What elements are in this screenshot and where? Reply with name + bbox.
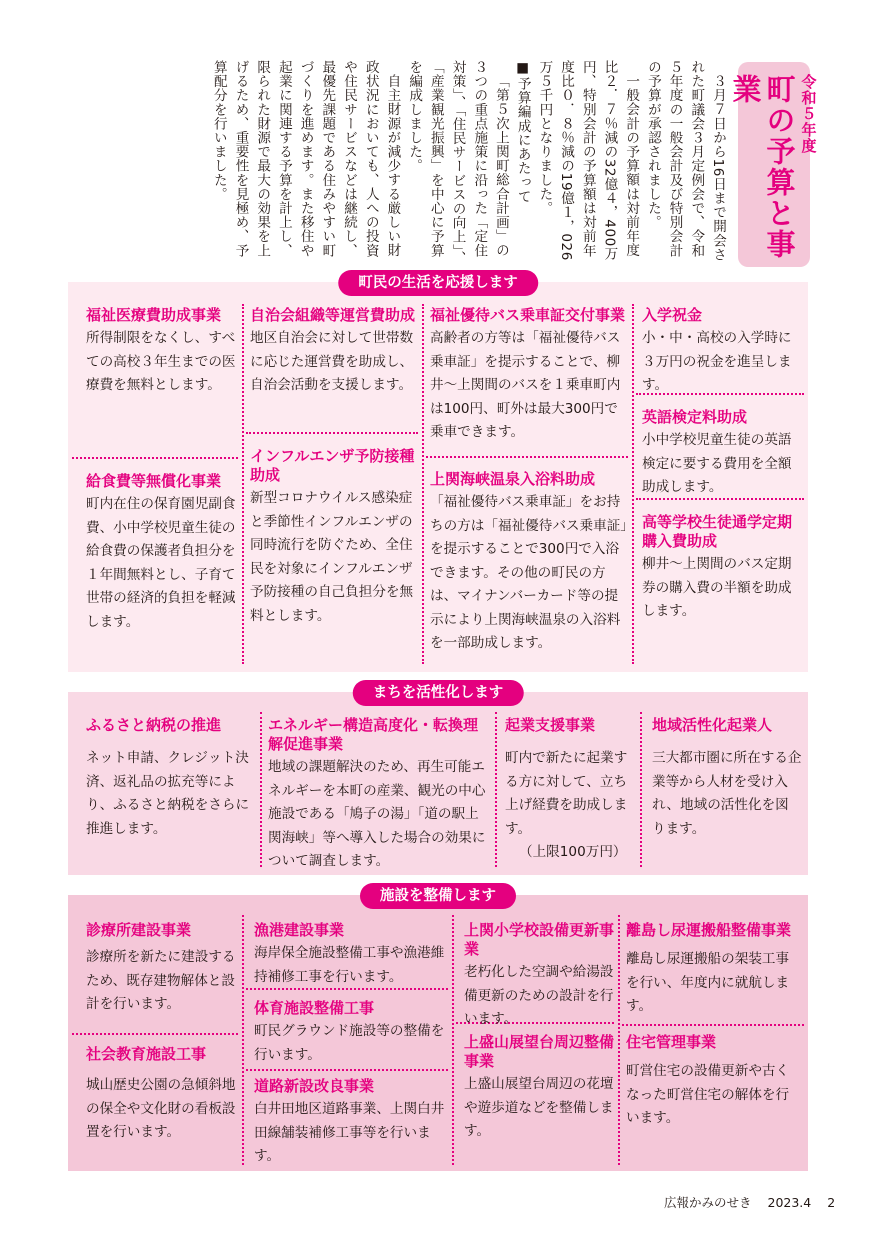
project-description: 町内在住の保育園児副食費、小中学校児童生徒の給食費の保護者負担分を１年間無料とし、子育て世帯の経済的負担を軽減します。 [86,496,236,630]
intro-subheading: ■予算編成にあたって [514,60,531,204]
section-banner: 施設を整備します [360,883,516,909]
project-description: 白井田地区道路事業、上関白井田線舗装補修工事等を行います。 [254,1101,445,1164]
project-description: 町営住宅の設備更新や古くなった町営住宅の解体を行います。 [626,1063,790,1126]
project-note: （上限100万円） [519,844,627,860]
divider [422,304,424,664]
project-item [430,306,630,445]
divider [72,457,238,459]
project-description: 地域の課題解決のため、再生可能エネルギーを本町の産業、観光の中心施設である「鳩子の湯」「道の駅上関海峡」等へ導入した場合の効果について調査します。 [268,759,486,869]
project-item [505,716,635,864]
project-title: 住宅管理事業 [626,1033,717,1051]
project-title: 英語検定料助成 [642,408,748,426]
divider [426,456,628,458]
project-title: 福祉医療費助成事業 [86,306,222,324]
divider [640,712,642,867]
project-item [642,306,802,398]
divider [246,1069,448,1071]
project-title: 上盛山展望台周辺整備事業 [464,1033,615,1070]
project-title: 体育施設整備工事 [254,999,375,1017]
project-item [642,513,802,624]
project-description: 町内で新たに起業する方に対して、立ち上げ経費を助成します。 [505,750,628,837]
project-description: ネット申請、クレジット決済、返礼品の拡充等により、ふるさと納税をさらに推進します。 [86,750,250,837]
project-item [254,999,450,1067]
project-title: ふるさと納税の推進 [86,716,222,734]
intro-paragraph: ３月７日から16日まで開会された町議会３月定例会で、令和５年度の一般会計及び特別会計の予算が承認されました。 [644,60,726,262]
section-facility-improvement [68,888,808,1171]
project-description: 海岸保全施設整備工事や漁港維持補修工事を行います。 [254,945,445,985]
divider [246,432,418,434]
project-description: 老朽化した空調や給湯設備更新のための設計を行います。 [464,964,614,1027]
project-item [626,1033,802,1131]
page-footer [664,1193,854,1211]
project-title: 漁港建設事業 [254,921,345,939]
project-item [652,716,802,841]
divider [242,304,244,664]
divider [495,712,497,867]
page-title: 町の予算と事業 [728,74,797,260]
project-description: 所得制限をなくし、すべての高校３年生までの医療費を無料とします。 [86,330,236,393]
intro-paragraph: 一般会計の予算額は対前年度比２．７％減の32億４，400万円、特別会計の予算額は対前年度比０．８％減の19億１，026万５千円となりました。 [536,60,640,261]
publication-name: 広報かみのせき [664,1195,752,1210]
project-description: 高齢者の方等は「福祉優待バス乗車証」を提示することで、柳井～上関間のバスを１乗車町内は100円、町外は最大300円で乗車できます。 [430,330,621,440]
project-title: 道路新設改良事業 [254,1077,375,1095]
project-item [250,447,418,628]
project-item [86,716,254,841]
project-title: エネルギー構造高度化・転換理解促進事業 [268,716,479,753]
project-item [626,921,802,1019]
section-town-revitalization [68,685,808,875]
project-description: 小中学校児童生徒の英語検定に要する費用を全額助成します。 [642,432,792,495]
project-item [464,1033,614,1144]
project-title: 高等学校生徒通学定期購入費助成 [642,513,793,550]
issue-date: 2023.4 [767,1195,812,1210]
intro-text [78,60,728,270]
project-title: 入学祝金 [642,306,703,324]
project-item [268,716,492,874]
project-title: インフルエンザ予防接種助成 [250,447,415,484]
project-item [86,921,240,1017]
divider [242,915,244,1165]
divider [260,712,262,867]
project-item [254,921,450,989]
project-description: 柳井～上関間のバス定期券の購入費の半額を助成します。 [642,556,792,619]
project-description: 城山歴史公園の急傾斜地の保全や文化財の看板設置を行います。 [86,1077,236,1140]
project-description: 三大都市圏に所在する企業等から人材を受け入れ、地域の活性化を図ります。 [652,750,802,837]
project-item [430,470,630,656]
project-title: 離島し尿運搬船整備事業 [626,921,792,939]
project-title: 地域活性化起業人 [652,716,773,734]
section-banner: まちを活性化します [353,680,524,706]
project-description: 診療所を新たに建設するため、既存建物解体と設計を行います。 [86,949,236,1012]
page-title-year: 令和５年度 [799,74,818,154]
project-description: 離島し尿運搬船の架装工事を行い、年度内に就航します。 [626,951,790,1014]
project-title: 上関小学校設備更新事業 [464,921,615,958]
project-description: 「福祉優待バス乗車証」をお持ちの方は「福祉優待バス乗車証」を提示することで300円で入浴できます。その他の町民の方は、マイナンバーカード等の提示により上関海峡温泉の入浴料を一部助成します。 [430,494,628,651]
project-title: 起業支援事業 [505,716,596,734]
divider [618,915,620,1165]
project-item [464,921,614,1032]
project-description: 小・中・高校の入学時に３万円の祝金を進呈します。 [642,330,792,393]
project-title: 社会教育施設工事 [86,1045,207,1063]
section-banner: 町民の生活を応援します [338,270,538,296]
intro-paragraph: 「第５次上関町総合計画」の３つの重点施策に沿った「定住対策」、「住民サービスの向上」、「産業観光振興」を中心に予算を編成しました。 [406,60,509,266]
divider [452,915,454,1165]
page-number: 2 [827,1195,836,1210]
project-title: 自治会組織等運営費助成 [250,306,416,324]
project-title: 給食費等無償化事業 [86,472,222,490]
divider [622,1024,804,1026]
project-item [86,306,236,398]
project-item [86,1045,240,1145]
project-item [250,306,418,398]
project-title: 福祉優待バス乗車証交付事業 [430,306,626,324]
project-item [642,408,802,500]
project-description: 町民グラウンド施設等の整備を行います。 [254,1023,445,1063]
project-description: 新型コロナウイルス感染症と季節性インフルエンザの同時流行を防ぐため、全住民を対象にインフルエンザ予防接種の自己負担分を無料とします。 [250,490,414,624]
project-title: 上関海峡温泉入浴料助成 [430,470,596,488]
divider [632,304,634,664]
project-item [254,1077,450,1169]
page-title-box [728,62,818,267]
project-item [86,472,236,634]
intro-paragraph: 自主財源が減少する厳しい財政状況においても、人への投資や住民サービスなどは継続し、最優先課題である住みやすい町づくりを進めます。また移住や起業に関連する予算を計上し、限られた財源で最大の効果を上げるため、重要性を見極め、予算配分を行いました。 [210,60,401,258]
project-description: 上盛山展望台周辺の花壇や遊歩道などを整備します。 [464,1076,614,1139]
divider [72,1033,238,1035]
section-life-support [68,275,808,672]
project-description: 地区自治会に対して世帯数に応じた運営費を助成し、自治会活動を支援します。 [250,330,414,393]
project-title: 診療所建設事業 [86,921,192,939]
